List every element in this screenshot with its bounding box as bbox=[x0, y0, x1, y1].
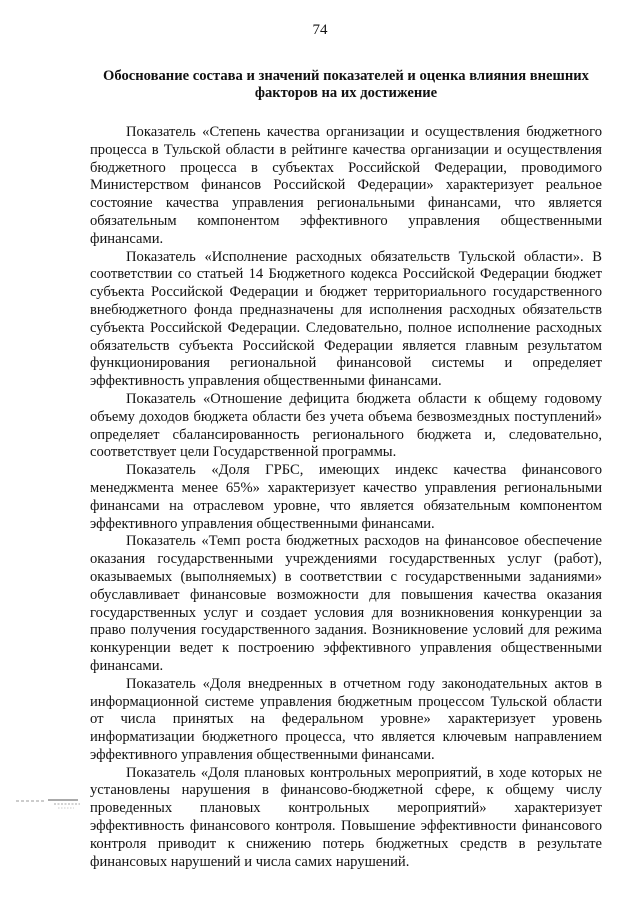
paragraph-budget-deficit-ratio: Показатель «Отношение дефицита бюджета области к общему годовому объему доходов бюджета области без учета объема безвозмездных поступлений» определяет сбалансированность регионального бюджета и, следовательно, соответствует цели Государственной программы. bbox=[90, 390, 602, 461]
paragraph-grbs-share: Показатель «Доля ГРБС, имеющих индекс качества финансового менеджмента менее 65%» характеризует качество управления региональными финансами на отраслевом уровне, что является обязательным компонентом эффективного управления общественными финансами. bbox=[90, 462, 602, 532]
section-heading: Обоснование состава и значений показателей и оценка влияния внешних факторов на их достижение bbox=[103, 68, 589, 101]
paragraph-expenditure-obligations: Показатель «Исполнение расходных обязательств Тульской области». В соответствии со статьей 14 Бюджетного кодекса Российской Федерации бюджет субъекта Российской Федерации и бюджет территориального государственного внебюджетного фонда предназначены для исполнения расходных обязательств субъекта Российской Федерации. Следовательно, полное исполнение расходных обязательств субъекта Российской Федерации является главным результатом функционирования региональной финансовой системы и определяет эффективность управления общественными финансами. bbox=[90, 248, 602, 390]
paragraph-legislative-acts-share: Показатель «Доля внедренных в отчетном году законодательных актов в информационной системе управления бюджетным процессом Тульской области от числа принятых на федеральном уровне» характеризует уровень информатизации бюджетного процесса, что является ключевым направлением эффективного управления общественными финансами. bbox=[90, 675, 602, 763]
scan-artifact-mark bbox=[14, 797, 82, 811]
page-number: 74 bbox=[312, 22, 328, 38]
document-body bbox=[90, 124, 602, 871]
paragraph-control-measures-share: Показатель «Доля плановых контрольных мероприятий, в ходе которых не установлены нарушения в финансово-бюджетной сфере, к общему числу проведенных плановых контрольных мероприятий» характеризует эффективность финансового контроля. Повышение эффективности финансового контроля приводит к снижению потерь бюджетных средств в результате финансовых нарушений и числа самих нарушений. bbox=[90, 764, 602, 870]
paragraph-budget-expenditure-growth: Показатель «Темп роста бюджетных расходов на финансовое обеспечение оказания государственными учреждениями государственных услуг (работ), оказываемых (выполняемых) в соответствии с государственными заданиями» обуславливает финансовые возможности для повышения качества оказания государственных услуг и создает условия для возникновения конкуренции за право получения государственного задания. Возникновение условий для режима конкуренции ведет к построению эффективного управления общественными финансами. bbox=[90, 533, 602, 674]
paragraph-quality-of-budget-process: Показатель «Степень качества организации и осуществления бюджетного процесса в Тульской области в рейтинге качества организации и осуществления бюджетного процесса в субъектах Российской Федерации, проводимого Министерством финансов Российской Федерации» характеризует реальное состояние качества управления региональными финансами, что является обязательным компонентом эффективного управления общественными финансами. bbox=[90, 124, 602, 247]
